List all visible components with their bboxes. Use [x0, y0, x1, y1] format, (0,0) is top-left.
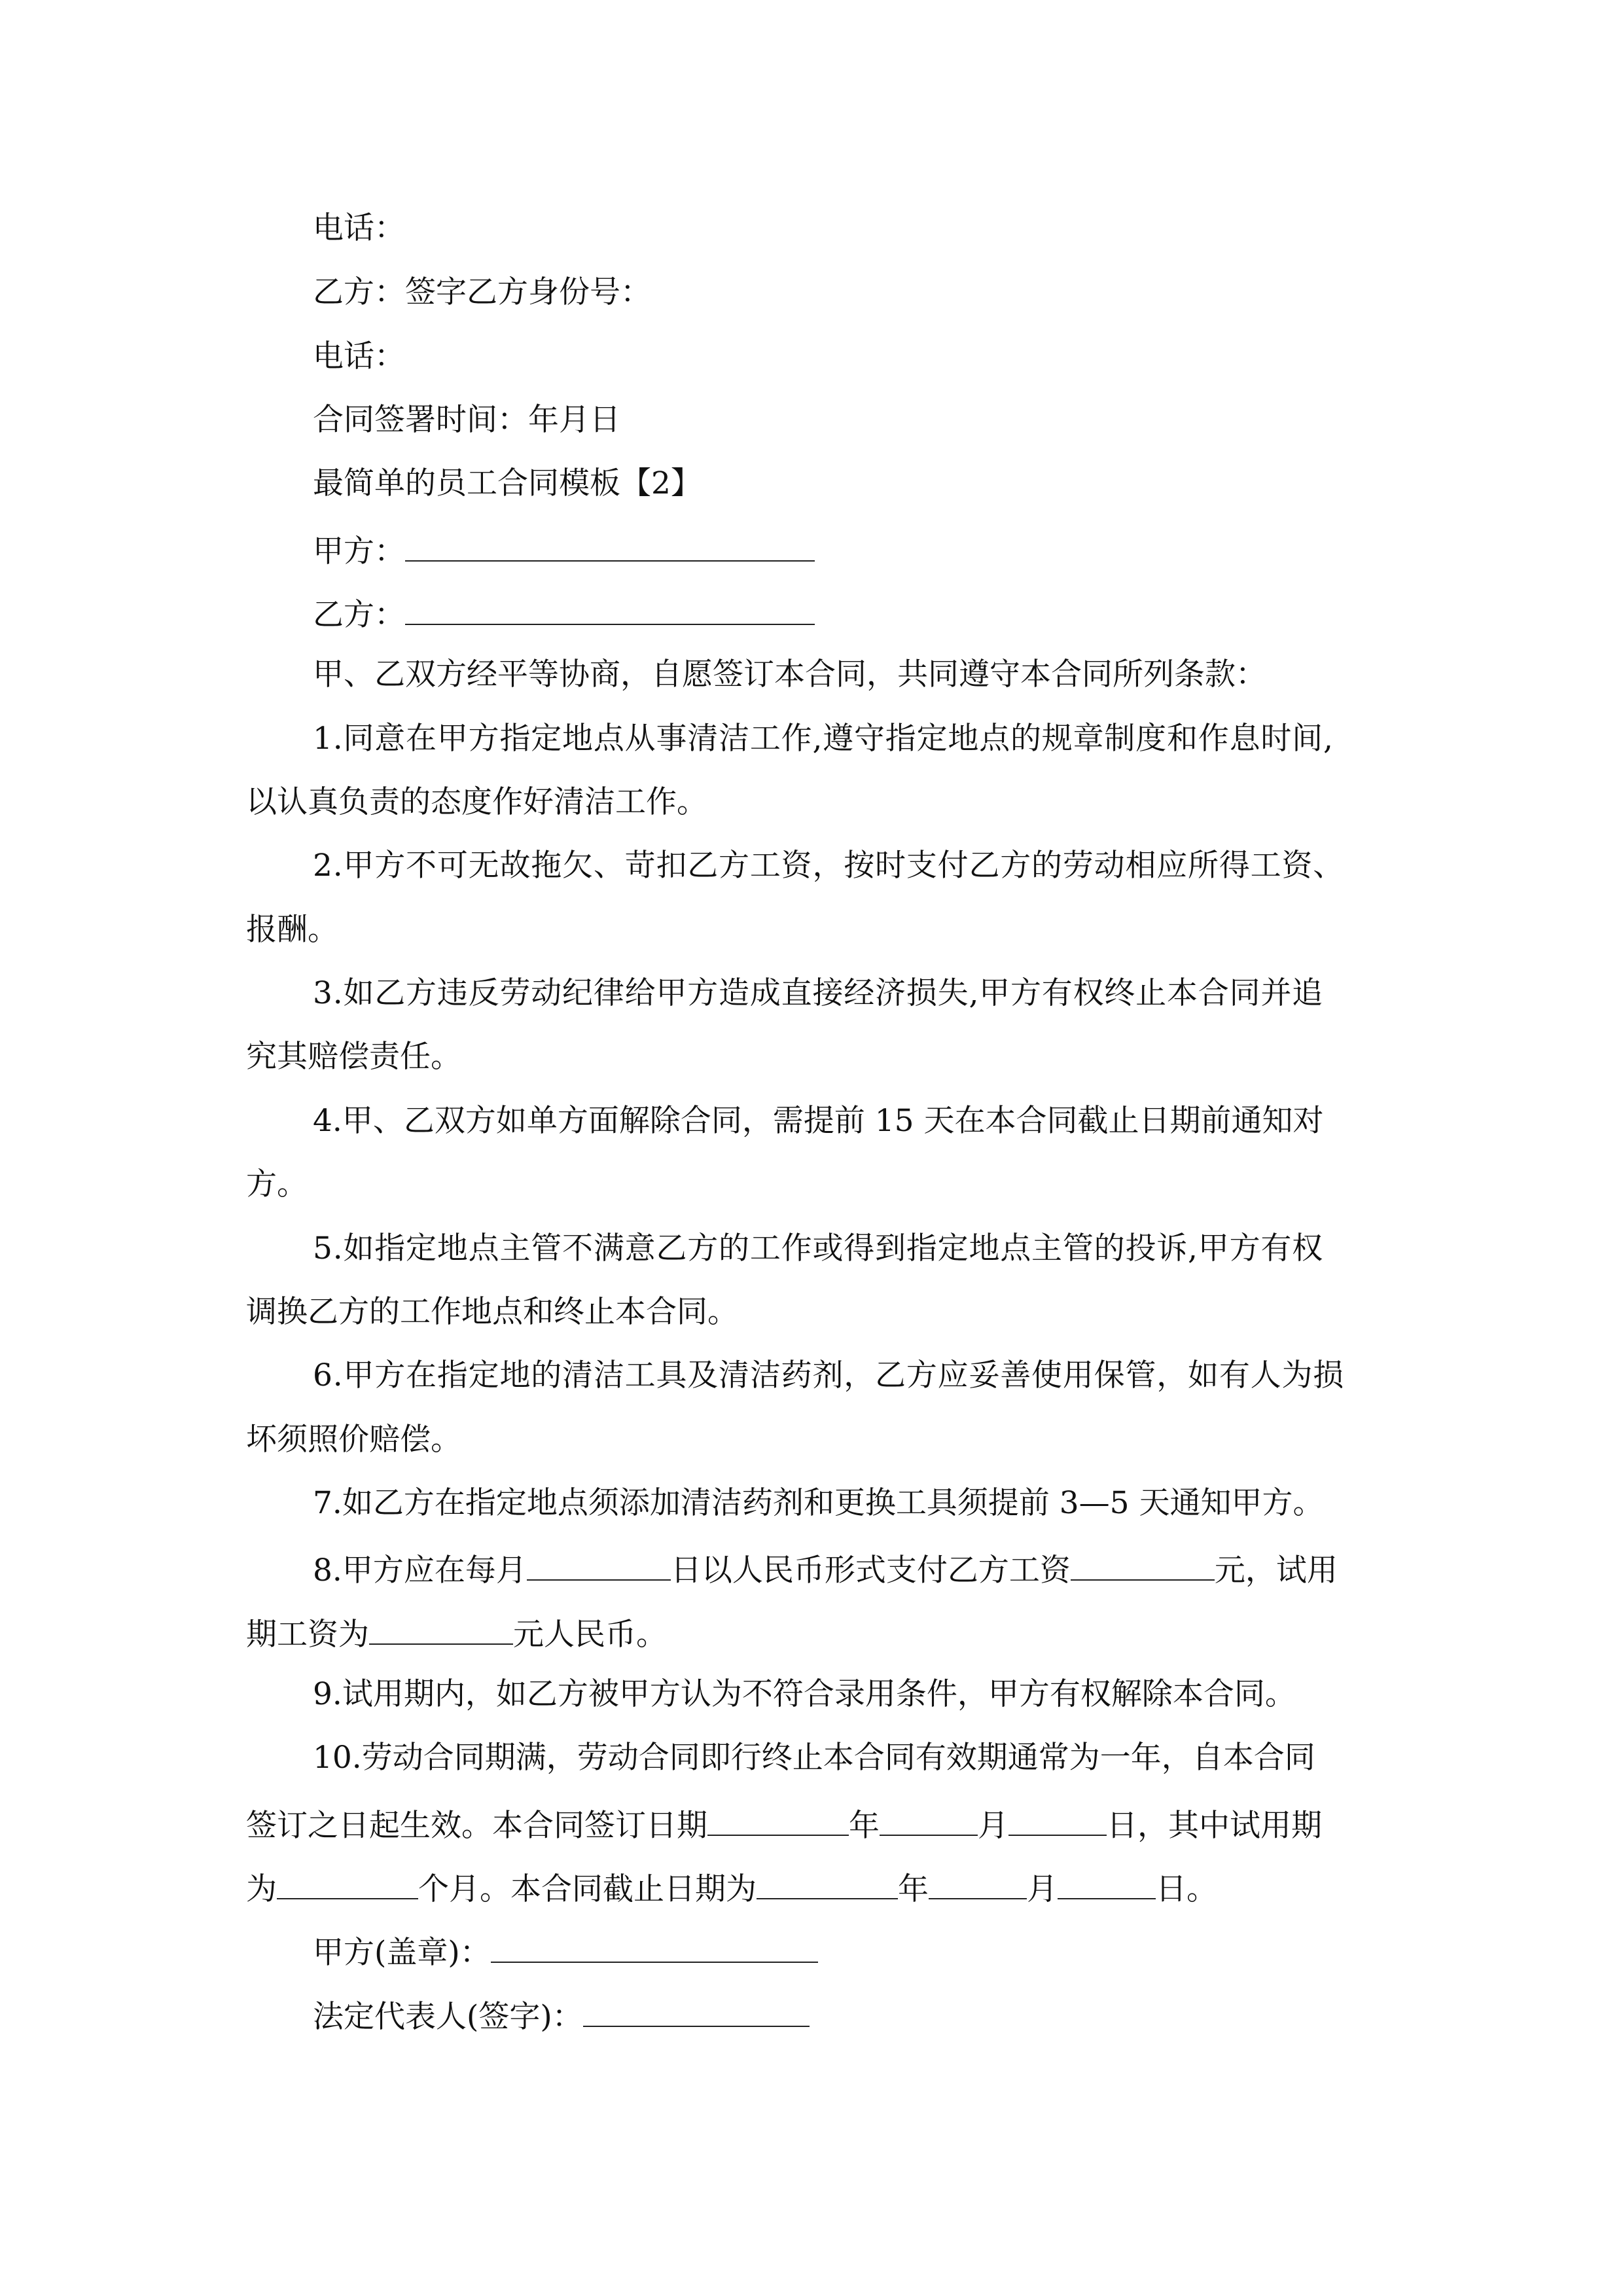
sign-date-line: 合同签署时间：年月日	[313, 402, 620, 438]
pay-day-blank	[527, 1547, 671, 1581]
clause-8-text-1: 8.甲方应在每月	[313, 1552, 527, 1588]
party-a-seal-line	[313, 1929, 818, 1973]
clause-8-text-2: 日以人民币形式支付乙方工资	[670, 1552, 1071, 1588]
clause-3-line-1: 3.如乙方违反劳动纪律给甲方造成直接经济损失,甲方有权终止本合同并追	[313, 975, 1323, 1011]
clause-10-year-2: 年	[898, 1871, 929, 1907]
party-b-sign-line: 乙方：签字乙方身份号：	[313, 274, 651, 310]
clause-10-text-2: 日，其中试用期	[1107, 1808, 1322, 1844]
legal-rep-line	[313, 1993, 810, 2037]
phone-a-line: 电话：	[313, 210, 405, 246]
end-year-blank	[757, 1865, 898, 1899]
clause-5-line-1: 5.如指定地点主管不满意乙方的工作或得到指定地点主管的投诉,甲方有权	[313, 1230, 1323, 1266]
clause-8-line-1	[313, 1547, 1338, 1591]
party-b-label: 乙方：	[313, 597, 405, 633]
clause-10-text-3: 为	[246, 1871, 277, 1907]
clause-10-line-2	[246, 1802, 1322, 1846]
clause-7: 7.如乙方在指定地点须添加清洁药剂和更换工具须提前 3—5 天通知甲方。	[313, 1485, 1324, 1521]
clause-8-line-2	[246, 1611, 667, 1655]
party-a-seal-label: 甲方(盖章)：	[313, 1935, 491, 1971]
clause-10-text-4: 个月。本合同截止日期为	[418, 1871, 757, 1907]
probation-months-blank	[277, 1865, 418, 1899]
clause-8-text-5: 元人民币。	[513, 1617, 667, 1653]
sign-year-blank	[707, 1802, 849, 1836]
clause-10-year: 年	[849, 1808, 880, 1844]
clause-3-line-2: 究其赔偿责任。	[246, 1039, 461, 1075]
clause-2-line-1: 2.甲方不可无故拖欠、苛扣乙方工资，按时支付乙方的劳动相应所得工资、	[313, 848, 1345, 884]
party-a-seal-blank	[491, 1929, 818, 1963]
party-a-line	[313, 528, 815, 572]
clause-5-line-2: 调换乙方的工作地点和终止本合同。	[246, 1294, 738, 1330]
clause-10-month: 月	[978, 1808, 1008, 1844]
salary-blank	[1071, 1547, 1215, 1581]
clause-1-line-1: 1.同意在甲方指定地点从事清洁工作,遵守指定地点的规章制度和作息时间,	[313, 721, 1334, 757]
end-month-blank	[929, 1865, 1027, 1899]
intro-paragraph: 甲、乙双方经平等协商，自愿签订本合同，共同遵守本合同所列条款：	[313, 656, 1266, 692]
clause-10-line-1: 10.劳动合同期满，劳动合同即行终止本合同有效期通常为一年，自本合同	[313, 1740, 1315, 1776]
clause-8-text-4: 期工资为	[246, 1617, 369, 1653]
sign-month-blank	[880, 1802, 978, 1836]
clause-6-line-1: 6.甲方在指定地的清洁工具及清洁药剂，乙方应妥善使用保管，如有人为损	[313, 1357, 1345, 1393]
sign-day-blank	[1008, 1802, 1107, 1836]
legal-rep-blank	[583, 1993, 810, 2027]
clause-4-line-2: 方。	[246, 1166, 308, 1202]
clause-8-text-3: 元，试用	[1214, 1552, 1338, 1588]
clause-9: 9.试用期内，如乙方被甲方认为不符合录用条件，甲方有权解除本合同。	[313, 1676, 1296, 1712]
party-b-line	[313, 591, 815, 636]
probation-salary-blank	[369, 1611, 513, 1645]
party-a-blank	[405, 528, 815, 562]
clause-10-line-3	[246, 1865, 1217, 1910]
clause-4-line-1: 4.甲、乙双方如单方面解除合同，需提前 15 天在本合同截止日期前通知对	[313, 1103, 1324, 1139]
legal-rep-label: 法定代表人(签字)：	[313, 1999, 583, 2035]
section-heading: 最简单的员工合同模板【2】	[313, 465, 702, 501]
clause-1-line-2: 以认真负责的态度作好清洁工作。	[246, 784, 707, 820]
clause-10-text-5: 日。	[1156, 1871, 1217, 1907]
phone-b-line: 电话：	[313, 338, 405, 374]
end-day-blank	[1058, 1865, 1156, 1899]
party-b-blank	[405, 591, 815, 625]
clause-10-text-1: 签订之日起生效。本合同签订日期	[246, 1808, 707, 1844]
party-a-label: 甲方：	[313, 533, 405, 569]
clause-6-line-2: 坏须照价赔偿。	[246, 1422, 461, 1458]
clause-2-line-2: 报酬。	[246, 912, 338, 948]
clause-10-month-2: 月	[1027, 1871, 1058, 1907]
